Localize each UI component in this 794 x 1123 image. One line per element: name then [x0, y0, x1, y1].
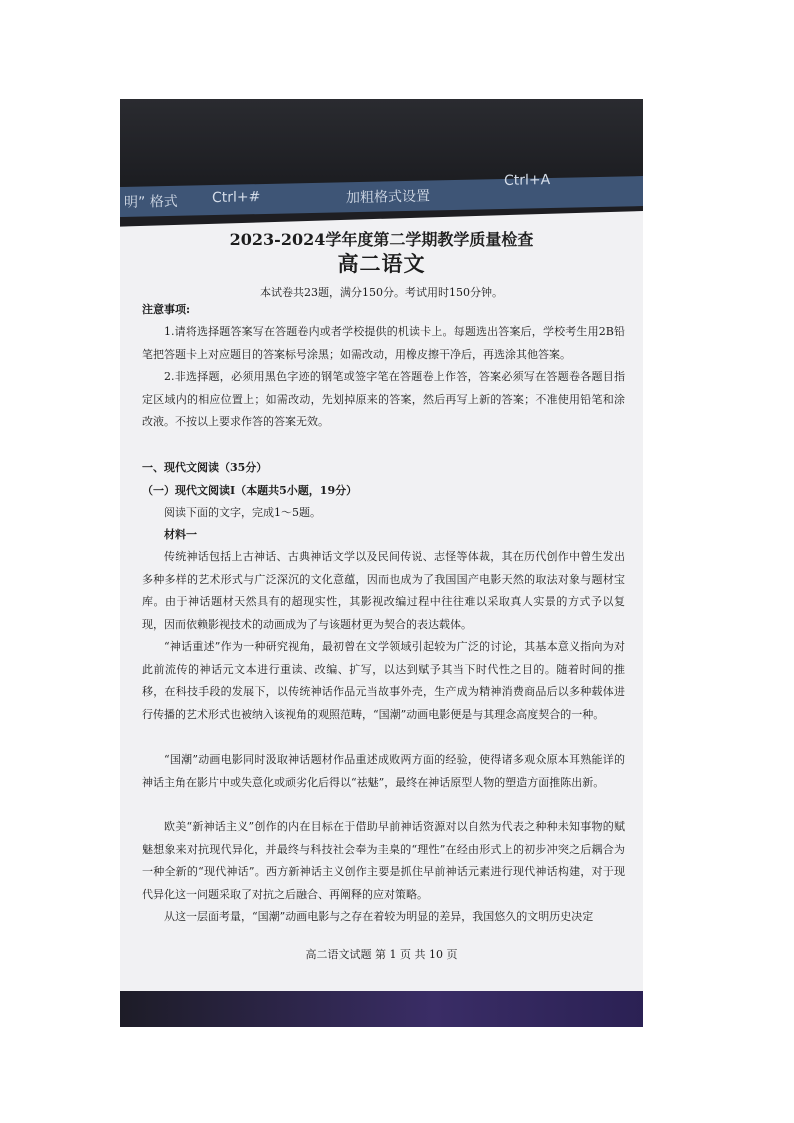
- paragraph: 传统神话包括上古神话、古典神话文学以及民间传说、志怪等体裁，其在历代创作中曾生发出多种多样的艺术形式与广泛深沉的文化意蕴，因而也成为了我国国产电影天然的取法对象与题材宝库。由于神话题材天然具有的超现实性，其影视改编过程中往往难以采取真人实景的方式予以复现，因而依赖影视技术的动画成为了与该题材更为契合的表达载体。: [142, 550, 625, 631]
- notice-item: 2.非选择题，必须用黑色字迹的钢笔或签字笔在答题卷上作答，答案必须写在答题卷各题目指定区域内的相应位置上；如需改动，先划掉原来的答案，然后再写上新的答案；不准使用铅笔和涂改液。不按以上要求作答的答案无效。: [142, 370, 625, 428]
- ribbon-text: Ctrl+#: [212, 189, 261, 207]
- ribbon-text: Ctrl+A: [504, 171, 551, 189]
- material-label: 材料一: [164, 528, 197, 541]
- page-footer: 高二语文试题 第 1 页 共 10 页: [305, 948, 458, 961]
- ribbon-text: 明” 格式: [124, 193, 178, 211]
- exam-title: 2023-2024学年度第二学期教学质量检查: [229, 230, 534, 249]
- ribbon-text: 加粗格式设置: [346, 188, 430, 207]
- document-photo: [120, 99, 643, 1027]
- paragraph: “国潮”动画电影同时汲取神话题材作品重述成败两方面的经验，使得诸多观众原本耳熟能详的神话主角在影片中或失意化或顽劣化后得以“祛魅”，最终在神话原型人物的塑造方面推陈出新。: [142, 753, 625, 789]
- section-heading: 一、现代文阅读（35分）: [142, 461, 268, 474]
- notice-heading: 注意事项:: [142, 303, 191, 316]
- exam-info: 本试卷共23题，满分150分。考试用时150分钟。: [260, 286, 503, 299]
- reading-instruction: 阅读下面的文字，完成1～5题。: [164, 506, 321, 519]
- subsection-heading: （一）现代文阅读Ⅰ（本题共5小题，19分）: [142, 484, 358, 497]
- paragraph: 从这一层面考量，“国潮”动画电影与之存在着较为明显的差异，我国悠久的文明历史决定: [164, 910, 594, 923]
- exam-content: [120, 99, 643, 1027]
- paragraph: 欧美“新神话主义”创作的内在目标在于借助早前神话资源对以自然为代表之种种未知事物的赋魅想象来对抗现代异化，并最终与科技社会奉为圭臬的“理性”在经由形式上的初步冲突之后耦合为一种全新的“现代神话”。西方新神话主义创作主要是抓住早前神话元素进行现代神话构建，对于现代异化这一问题采取了对抗之后融合、再阐释的应对策略。: [142, 820, 625, 901]
- subject-title: 高二语文: [337, 251, 426, 276]
- paragraph: “神话重述”作为一种研究视角，最初曾在文学领域引起较为广泛的讨论，其基本意义指向为对此前流传的神话元文本进行重读、改编、扩写，以达到赋予其当下时代性之目的。随着时间的推移，在科技手段的发展下，以传统神话作品元当故事外壳，生产成为精神消费商品后以多种载体进行传播的艺术形式也被纳入该视角的观照范畴，“国潮”动画电影便是与其理念高度契合的一种。: [142, 640, 625, 721]
- notice-item: 1.请将选择题答案写在答题卷内或者学校提供的机读卡上。每题选出答案后，学校考生用2B铅笔把答题卡上对应题目的答案标号涂黑；如需改动，用橡皮擦干净后，再选涂其他答案。: [142, 325, 625, 361]
